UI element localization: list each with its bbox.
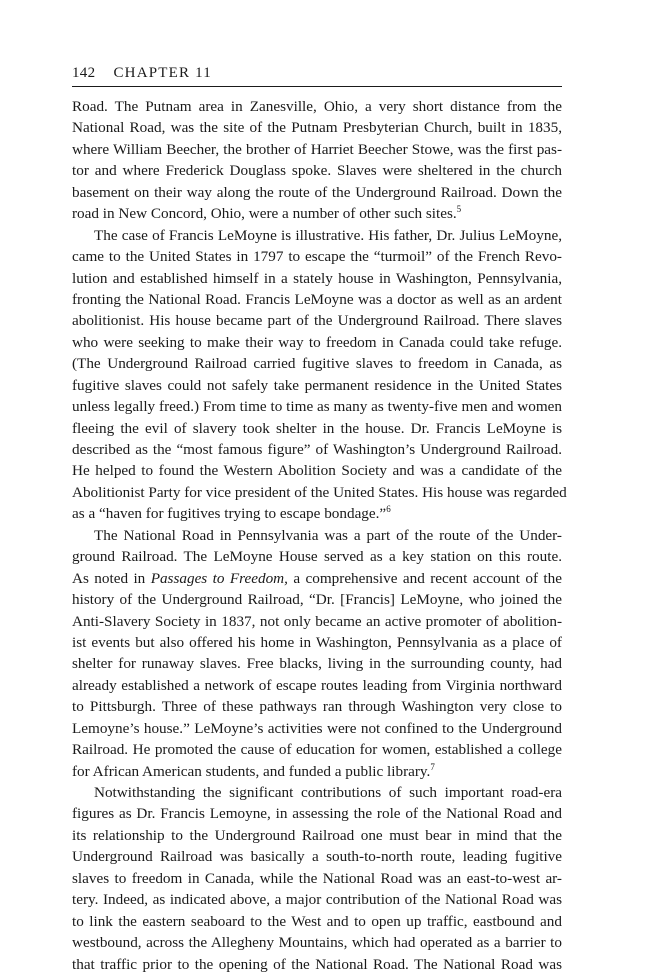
italic-title: Passages to Freedom,	[150, 569, 288, 587]
text-line	[72, 825, 562, 846]
text-line	[72, 460, 562, 481]
text-line-content: fugitive slaves could not safely take permanent residence in the United States	[72, 376, 562, 394]
text-line	[72, 589, 562, 610]
text-line	[72, 546, 562, 567]
text-line-content: where William Beecher, the brother of Harriet Beecher Stowe, was the first pas-	[72, 140, 562, 158]
text-line-content: came to the United States in 1797 to escape the “turmoil” of the French Revo-	[72, 248, 562, 266]
text-line-content: Road. The Putnam area in Zanesville, Ohio, a very short distance from the	[72, 98, 562, 115]
text-line	[72, 117, 562, 138]
text-line	[72, 653, 562, 674]
footnote-marker[interactable]: 6	[386, 504, 391, 515]
text-line	[72, 160, 562, 181]
text-line	[72, 439, 562, 460]
text-line-content: (The Underground Railroad carried fugitive slaves to freedom in Canada, as	[72, 355, 562, 373]
chapter-title: CHAPTER 11	[113, 65, 213, 81]
text-line	[72, 482, 567, 503]
text-line	[72, 632, 562, 653]
text-line	[72, 332, 562, 353]
text-line	[72, 139, 562, 160]
text-line	[72, 289, 562, 310]
text-line	[72, 353, 562, 374]
page-number: 142	[72, 65, 96, 81]
footnote-marker[interactable]: 5	[456, 204, 462, 215]
text-line-content: abolitionist. His house became part of the Underground Railroad. There slaves	[72, 312, 562, 330]
text-line-content: shelter for runaway slaves. Free blacks, living in the surrounding county, had	[72, 655, 562, 673]
text-line-content: Railroad. He promoted the cause of education for women, established a college	[72, 741, 562, 759]
text-line	[72, 568, 562, 589]
text-line	[72, 932, 562, 953]
text-line-content: tor and where Frederick Douglass spoke. Slaves were sheltered in the church	[72, 162, 562, 180]
text-line	[72, 782, 562, 803]
text-line	[72, 954, 562, 975]
text-line	[72, 182, 562, 203]
text-line	[72, 739, 562, 760]
text-line-content: to link the eastern seaboard to the West and to open up traffic, eastbound and	[72, 912, 562, 930]
text-line-content: described as the “most famous figure” of Washington’s Underground Railroad.	[72, 441, 562, 458]
text-line-continuation: a comprehensive and recent account of the	[287, 569, 562, 587]
text-line-content: slaves to freedom in Canada, while the National Road was an east-to-west ar-	[72, 869, 562, 887]
body-text	[72, 96, 567, 975]
text-line	[72, 525, 562, 546]
text-line-content: history of the Underground Railroad, “Dr. [Francis] LeMoyne, who joined the	[72, 591, 562, 609]
text-line-content: The National Road in Pennsylvania was a part of the route of the Under-	[94, 526, 562, 544]
text-line-content: as a “haven for fugitives trying to escape bondage.”	[72, 505, 387, 523]
text-line-content: to Pittsburgh. Three of these pathways ran through Washington very close to	[72, 698, 562, 716]
text-line-content: He helped to found the Western Abolition Society and was a candidate of the	[72, 462, 562, 480]
text-line-content: Abolitionist Party for vice president of the United States. His house was regarded	[72, 483, 567, 501]
text-line-content: ground Railroad. The LeMoyne House served as a key station on this route.	[72, 548, 562, 566]
text-line	[72, 889, 562, 910]
text-line	[72, 611, 562, 632]
footnote-marker[interactable]: 7	[430, 761, 435, 772]
text-line-content: already established a network of escape routes leading from Virginia northward	[72, 676, 562, 694]
text-line	[72, 396, 562, 417]
text-line	[72, 675, 562, 696]
text-line-content: basement on their way along the route of the Underground Railroad. Down the	[72, 183, 562, 201]
text-line-content: As noted in	[72, 569, 151, 587]
text-line-content: for African American students, and funded a public library.	[72, 762, 431, 780]
text-line-content: Notwithstanding the significant contributions of such important road-era	[94, 784, 562, 801]
text-line-content: fronting the National Road. Francis LeMoyne was a doctor as well as an ardent	[72, 290, 562, 308]
text-line	[72, 846, 562, 867]
text-line-content: ist events but also offered his home in Washington, Pennsylvania as a place of	[72, 633, 562, 651]
header-rule	[72, 86, 562, 87]
text-line-content: fleeing the evil of slavery took shelter in the house. Dr. Francis LeMoyne is	[72, 419, 562, 437]
text-line	[72, 268, 562, 289]
text-line	[72, 761, 562, 782]
text-line	[72, 203, 562, 224]
text-line-content: westbound, across the Allegheny Mountains, which had operated as a barrier to	[72, 934, 562, 952]
text-line-content: its relationship to the Underground Railroad one must bear in mind that the	[72, 826, 562, 844]
text-line-content: road in New Concord, Ohio, were a number of other such sites.	[72, 205, 457, 223]
text-line	[72, 225, 562, 246]
text-line	[72, 246, 562, 267]
text-line	[72, 310, 562, 331]
text-line-content: figures as Dr. Francis Lemoyne, in assessing the role of the National Road and	[72, 805, 562, 823]
text-line-content: that traffic prior to the opening of the National Road. The National Road was	[72, 955, 562, 973]
text-line	[72, 503, 562, 524]
text-line	[72, 696, 562, 717]
text-line-content: Anti-Slavery Society in 1837, not only became an active promoter of abolition-	[72, 612, 562, 630]
text-line-content: lution and established himself in a stately house in Washington, Pennsylvania,	[72, 269, 562, 287]
text-line-content: National Road, was the site of the Putnam Presbyterian Church, built in 1835,	[72, 119, 562, 137]
text-line-content: who were seeking to make their way to freedom in Canada could take refuge.	[72, 333, 562, 351]
text-line	[72, 803, 562, 824]
running-head	[72, 64, 562, 82]
text-line	[72, 418, 562, 439]
text-line	[72, 96, 562, 117]
text-line-content: The case of Francis LeMoyne is illustrative. His father, Dr. Julius LeMoyne,	[94, 226, 562, 244]
text-line	[72, 718, 562, 739]
text-line	[72, 868, 562, 889]
text-line-content: unless legally freed.) From time to time as many as twenty-five men and women	[72, 398, 562, 416]
text-line-content: Lemoyne’s house.” LeMoyne’s activities were not confined to the Underground	[72, 719, 562, 737]
text-line	[72, 911, 562, 932]
text-line-content: Underground Railroad was basically a south-to-north route, leading fugitive	[72, 848, 562, 866]
text-line	[72, 375, 562, 396]
text-line-content: tery. Indeed, as indicated above, a major contribution of the National Road was	[72, 891, 562, 909]
